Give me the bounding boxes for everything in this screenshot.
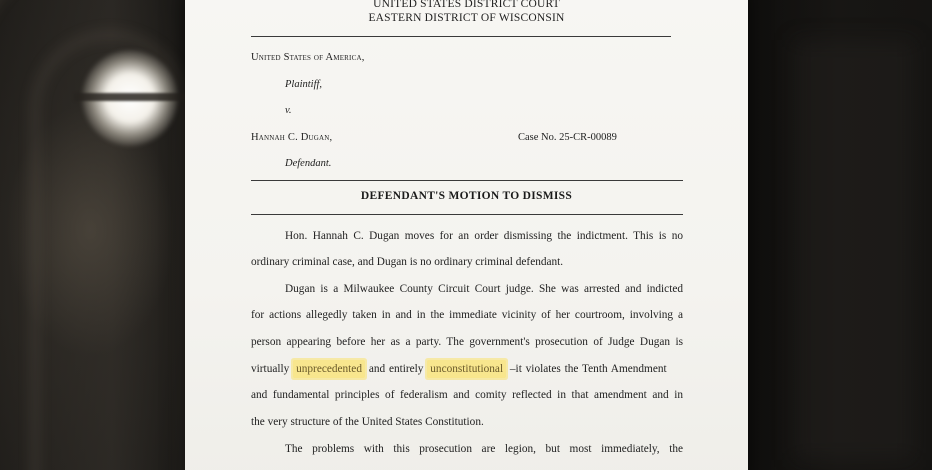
body-text: virtually [251,363,290,375]
background-right-panel [794,40,914,460]
body-text: and entirely [368,363,424,375]
header-rule [251,36,671,37]
body-line: The problems with this prosecution are legion, but most immediately, the [285,443,683,455]
body-text: –it violates the Tenth Amendment [509,363,667,375]
defendant-role: Defendant. [285,158,332,169]
court-name: UNITED STATES DISTRICT COURT [373,0,560,10]
body-line-highlighted [251,362,683,376]
title-rule-top [251,180,683,181]
body-line: and fundamental principles of federalism and comity reflected in that amendment and in [251,389,683,401]
body-line: the very structure of the United States Constitution. [251,416,484,428]
body-line: person appearing before her as a party. The government's prosecution of Judge Dugan is [251,336,683,348]
defendant-name: Hannah C. Dugan, [251,132,333,143]
motion-title: DEFENDANT'S MOTION TO DISMISS [360,190,573,202]
versus-label: v. [285,105,292,116]
court-document-page [185,0,748,470]
body-line: Hon. Hannah C. Dugan moves for an order dismissing the indictment. This is no [285,230,683,242]
body-line: Dugan is a Milwaukee County Circuit Court judge. She was arrested and indicted [285,283,683,295]
background-lamp-bar [74,93,186,101]
highlight-unconstitutional: unconstitutional [427,360,506,378]
body-line: ordinary criminal case, and Dugan is no ordinary criminal defendant. [251,256,564,268]
body-line: for actions allegedly taken in and in the immediate vicinity of her courtroom, involving a [251,309,683,321]
title-rule-bottom [251,214,683,215]
case-number: Case No. 25-CR-00089 [518,132,617,143]
highlight-unprecedented: unprecedented [293,360,365,378]
court-district: EASTERN DISTRICT OF WISCONSIN [368,12,565,24]
plaintiff-role: Plaintiff, [285,79,323,90]
plaintiff-name: United States of America, [251,52,365,63]
